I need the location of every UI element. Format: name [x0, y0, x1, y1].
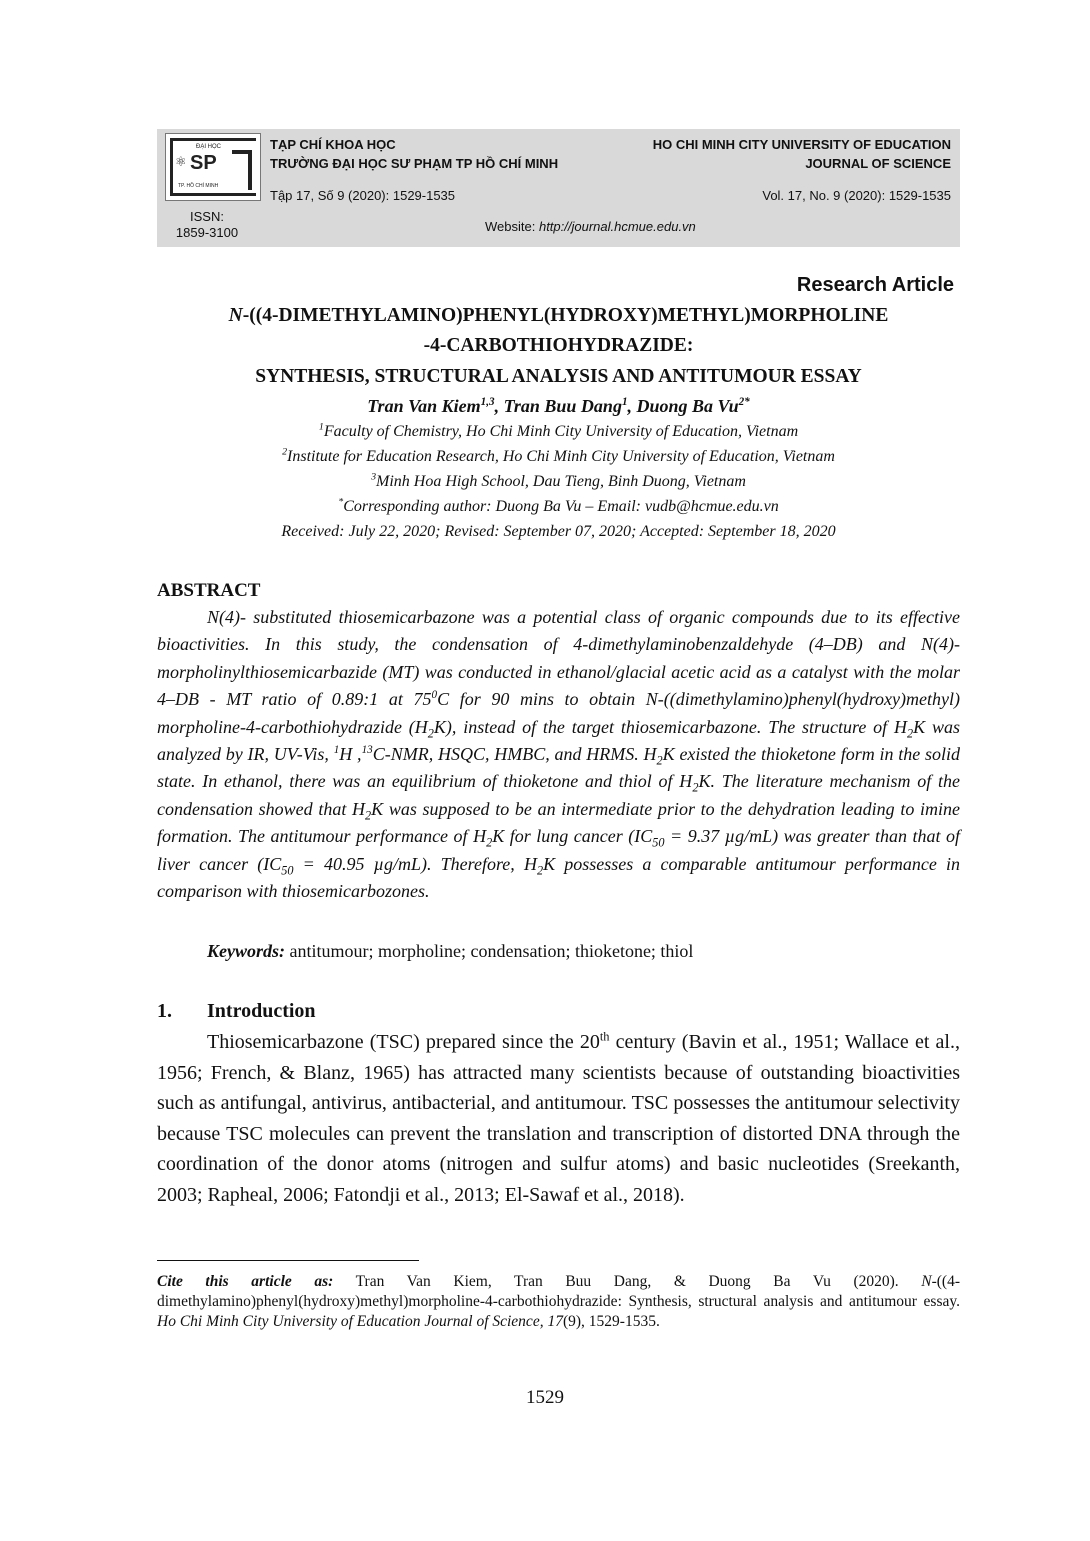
affiliation-2: $^2$Institute for Education Research, Ho Chi Minh City University of Education, Vietnam — [282, 446, 835, 465]
article-dates: Received: July 22, 2020; Revised: September 07, 2020; Accepted: September 18, 2020 — [281, 523, 836, 540]
website-link[interactable]: http://journal.hcmue.edu.vn — [538, 219, 696, 234]
journal-header-banner — [157, 129, 960, 247]
citation-footnote: Cite this article as: Tran Van Kiem, Tran Buu Dang, & Duong Ba Vu (2020). N-((4-dimethylamino)phenyl(hydroxy)methyl)morpholine-4-carbothiohydrazide: Synthesis, structural analysis and antitumour essay. Ho Chi Minh City University of Education Journal of Science, 17(9), 1529-1535. — [157, 1273, 960, 1330]
university-logo: ⚛ ĐẠI HỌC SP TP. HỒ CHÍ MINH — [165, 133, 261, 201]
article-title-line2: -4-CARBOTHIOHYDRAZIDE: — [423, 335, 694, 356]
abstract-body: N(4)- substituted thiosemicarbazone was a potential class of organic compounds due to its effective bioactivities. In this study, the condensation of 4-dimethylaminobenzaldehyde (4–DB) and N(4)- morpholinylthiosemicarbazide (MT) was conducted in ethanol/glacial acetic acid as a catalyst with the molar 4–DB - MT ratio of 0.89:1 at $75^0C$ for 90 mins to obtain N-((dimethylamino)phenyl(hydroxy)methyl) morpholine-4-carbothiohydrazide $(H_2K)$, instead of the target thiosemicarbazone. The structure of $H_2K$ was analyzed by IR, UV-Vis, $^1$H ,$^{13}$C-NMR, HSQC, HMBC, and HRMS. $H_2K$ existed the thioketone form in the solid state. In ethanol, there was an equilibrium of thioketone and thiol of $H_2K$. The literature mechanism of the condensation showed that $H_2K$ was supposed to be an intermediate prior to the dehydration leading to imine formation. The antitumour performance of $H_2K$ for lung cancer ($IC_{50} = 9.37$ µg/mL) was greater than that of liver cancer ($IC_{50} = 40.95$ µg/mL). Therefore, $H_2K$ possesses a comparable antitumour performance in comparison with thiosemicarbozones. — [157, 607, 961, 902]
university-name-en: HO CHI MINH CITY UNIVERSITY OF EDUCATION — [652, 137, 951, 152]
issue-en: Vol. 17, No. 9 (2020): 1529-1535 — [762, 188, 951, 203]
introduction-paragraph: Thiosemicarbazone (TSC) prepared since the 20th century (Bavin et al., 1951; Wallace et al., 1956; French, & Blanz, 1965) has attracted many scientists because of outstanding bioactivities such as antifungal, antivirus, antibacterial, and antitumour. TSC possesses the antitumour selectivity because TSC molecules can prevent the translation and transcription of distorted DNA through the coordination of the donor atoms (nitrogen and sulfur atoms) and basic nucleotides (Sreekanth, 2003; Rapheal, 2006; Fatondji et al., 2013; El-Sawaf et al., 2018). — [157, 1029, 960, 1206]
page-number: 1529 — [526, 1387, 564, 1408]
website: Website: http://journal.hcmue.edu.vn — [485, 219, 696, 234]
university-name-vn: TRƯỜNG ĐẠI HỌC SƯ PHẠM TP HỒ CHÍ MINH — [270, 156, 559, 171]
atom-icon: ⚛ — [175, 154, 187, 169]
article-type: Research Article — [796, 274, 954, 296]
article-title-line3: SYNTHESIS, STRUCTURAL ANALYSIS AND ANTITUMOUR ESSAY — [255, 366, 862, 387]
author-list: Tran Van Kiem$^{1,3}$, Tran Buu Dang$^1$, Duong Ba $Vu^{2*}$ — [367, 396, 750, 416]
affiliation-3: $^3$Minh Hoa High School, Dau Tieng, Binh Duong, Vietnam — [371, 471, 746, 490]
footnote-divider — [157, 1260, 419, 1261]
journal-name-en: JOURNAL OF SCIENCE — [805, 156, 951, 171]
issue-vn: Tập 17, Số 9 (2020): 1529-1535 — [270, 188, 456, 203]
issn: ISSN: 1859-3100 — [175, 209, 239, 240]
section-heading: Introduction — [207, 1000, 316, 1022]
affiliation-1: $^1$Faculty of Chemistry, Ho Chi Minh City University of Education, Vietnam — [318, 421, 799, 440]
abstract-heading: ABSTRACT — [157, 580, 261, 601]
keywords: Keywords: antitumour; morpholine; condensation; thioketone; thiol — [207, 941, 694, 961]
journal-name-vn: TẠP CHÍ KHOA HỌC — [270, 137, 396, 152]
corresponding-author: *Corresponding author: Duong Ba Vu – Email: vudb@hcmue.edu.vn — [338, 496, 779, 515]
section-number: 1. — [157, 1000, 172, 1022]
article-title-line1: N-((4-DIMETHYLAMINO)PHENYL(HYDROXY)METHYL)MORPHOLINE — [228, 305, 889, 326]
